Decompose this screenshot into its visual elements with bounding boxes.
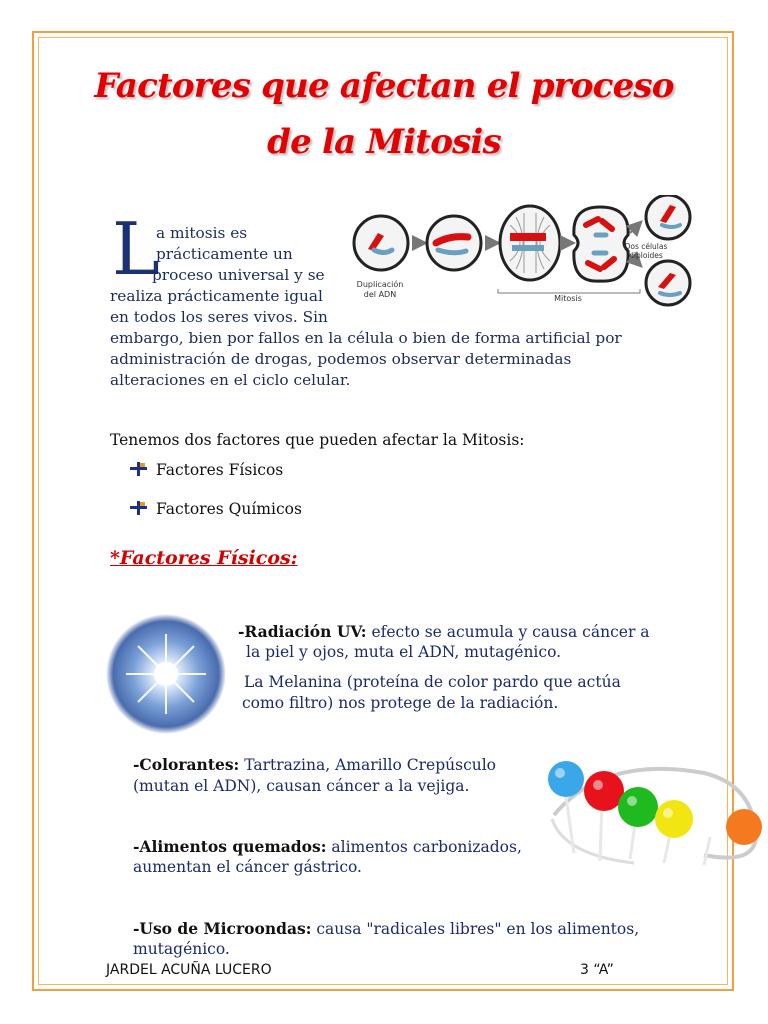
label-mitosis: Mitosis	[554, 294, 582, 303]
microwave-line-2: mutagénico.	[133, 940, 230, 958]
intro-line: administración de drogas, podemos observar determinadas	[110, 350, 572, 368]
factors-intro: Tenemos dos factores que pueden afectar la Mitosis:	[110, 431, 525, 449]
footer-grade: 3 “A”	[580, 962, 614, 978]
cell-4-dividing	[574, 207, 628, 281]
intro-line: proceso universal y se	[152, 266, 325, 284]
mitosis-diagram	[350, 195, 696, 307]
cell-3-spindle	[500, 206, 560, 280]
uv-line-2: la piel y ojos, muta el ADN, mutagénico.	[246, 643, 562, 661]
microwave-line-1: -Uso de Microondas: causa "radicales libres" en los alimentos,	[133, 919, 640, 938]
label-duplication-2: del ADN	[363, 290, 397, 299]
colorants-label: -Colorantes:	[133, 755, 240, 774]
section-title-physical: *Factores Físicos:	[110, 547, 298, 569]
cell-2	[427, 216, 481, 270]
intro-line: en todos los seres vivos. Sin	[110, 308, 328, 326]
intro-line: realiza prácticamente igual	[110, 287, 323, 305]
sun-radiation-image	[104, 612, 228, 736]
uv-line-4: como filtro) nos protege de la radiación.	[242, 694, 559, 712]
uv-line-1: -Radiación UV: efecto se acumula y causa cáncer a	[238, 622, 650, 641]
burnt-food-line-2: aumentan el cáncer gástrico.	[133, 858, 362, 876]
intro-line: embargo, bien por fallos en la célula o bien de forma artificial por	[110, 329, 622, 347]
uv-label: -Radiación UV:	[238, 622, 367, 641]
intro-line: prácticamente un	[156, 245, 293, 263]
intro-line: a mitosis es	[156, 224, 248, 242]
daughter-cell-top	[646, 195, 690, 239]
footer-author: JARDEL ACUÑA LUCERO	[106, 962, 272, 978]
colorants-line-2: (mutan el ADN), causan cáncer a la vejiga.	[133, 777, 470, 795]
lollipops-image	[544, 745, 762, 873]
uv-line-3: La Melanina (proteína de color pardo que actúa	[244, 673, 621, 691]
factor-list-item: Factores Químicos	[130, 500, 302, 518]
drop-cap-letter: L	[112, 207, 160, 291]
burnt-food-line-1: -Alimentos quemados: alimentos carbonizados,	[133, 837, 522, 856]
cell-1	[354, 216, 408, 270]
factor-list-item: Factores Físicos	[130, 461, 283, 479]
bullet-icon	[130, 501, 148, 515]
label-duplication-1: Duplicación	[356, 280, 404, 289]
label-daughter-2: diploides	[629, 251, 663, 260]
page-title-line-1: Factores que afectan el proceso	[94, 66, 674, 106]
intro-line: alteraciones en el ciclo celular.	[110, 371, 351, 389]
daughter-cell-bottom	[646, 261, 690, 305]
bullet-icon	[130, 462, 148, 476]
label-daughter-1: Dos células	[624, 242, 668, 251]
page-title-line-2: de la Mitosis	[267, 122, 501, 162]
microwave-label: -Uso de Microondas:	[133, 919, 312, 938]
colorants-line-1: -Colorantes: Tartrazina, Amarillo Crepúsculo	[133, 755, 497, 774]
burnt-food-label: -Alimentos quemados:	[133, 837, 327, 856]
